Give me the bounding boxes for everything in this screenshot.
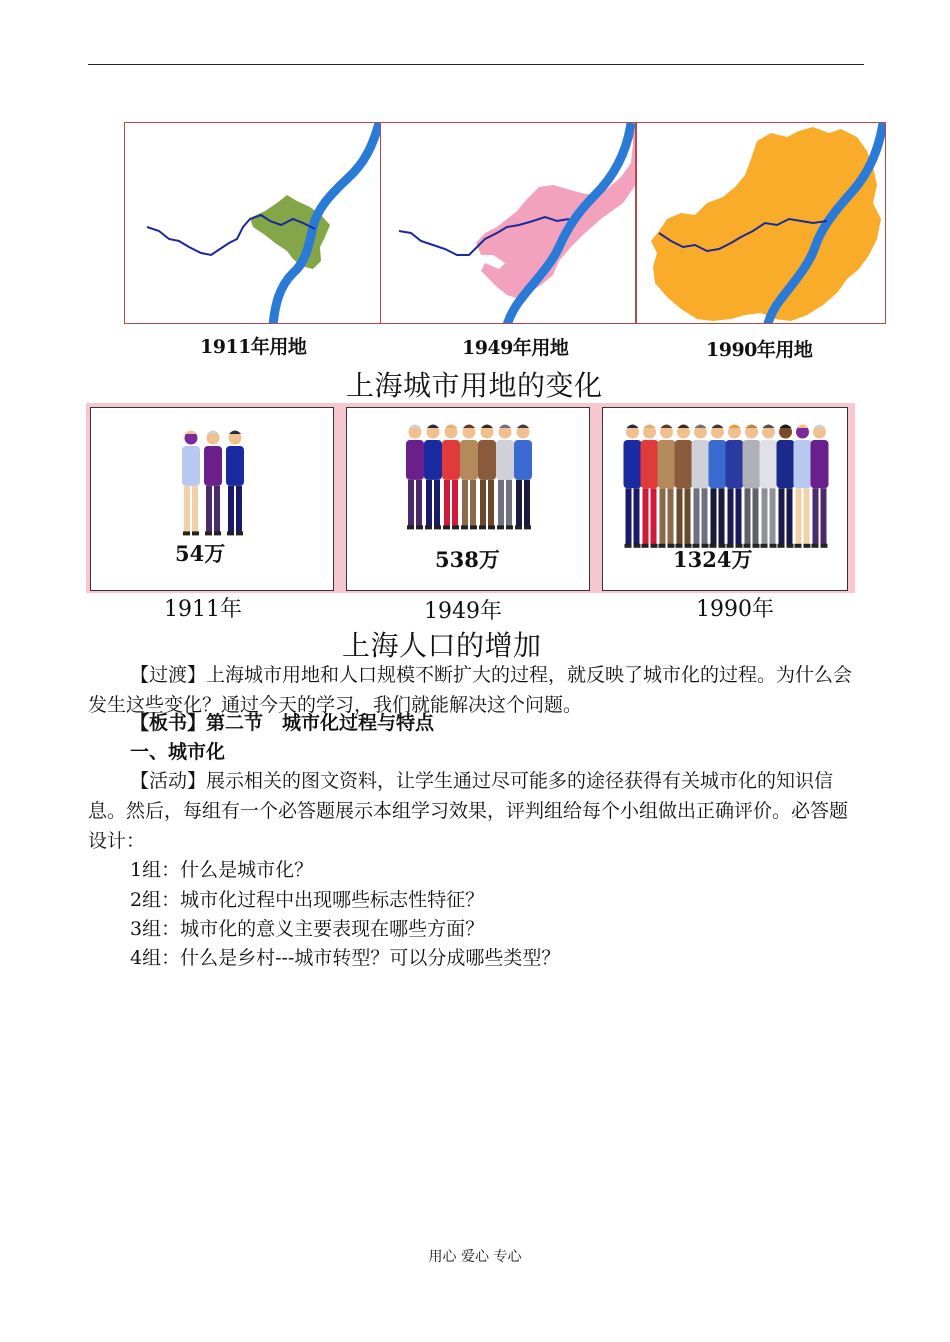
person-icon (658, 425, 676, 548)
person-icon (204, 431, 222, 536)
footer: 用心 爱心 专心 (428, 1249, 522, 1265)
person-icon (777, 425, 795, 548)
person-icon (460, 425, 478, 530)
person-icon (514, 425, 532, 530)
person-icon (641, 425, 659, 548)
person-icon (406, 425, 424, 530)
map-caption-1949: 1949年用地 (462, 337, 569, 359)
person-icon (709, 425, 727, 548)
population-title: 上海人口的增加 (342, 629, 542, 662)
map-caption-1990: 1990年用地 (706, 339, 813, 361)
person-icon (442, 425, 460, 530)
population-year-1911: 1911年 (164, 597, 242, 622)
question-2: 2组：城市化过程中出现哪些标志性特征？ (130, 889, 485, 911)
map-1949 (380, 122, 636, 324)
population-year-1949: 1949年 (424, 599, 502, 624)
person-icon (624, 425, 642, 548)
person-icon (496, 425, 514, 530)
person-icon (182, 431, 200, 536)
board-heading: 【板书】第二节 城市化过程与特点 (130, 712, 435, 734)
person-icon (811, 425, 829, 548)
population-panel-1990 (602, 407, 848, 591)
transition-paragraph: 【过渡】上海城市用地和人口规模不断扩大的过程，就反映了城市化的过程。为什么会发生这些变化？通过今天的学习，我们就能解决这个问题。 (88, 664, 853, 716)
person-icon (794, 425, 812, 548)
population-panel-1911 (90, 407, 334, 591)
person-icon (675, 425, 693, 548)
question-1: 1组：什么是城市化？ (130, 859, 314, 881)
person-icon (478, 425, 496, 530)
population-panel-1949 (346, 407, 590, 591)
map-1911 (124, 122, 382, 324)
urban-area-1949 (476, 123, 636, 299)
person-icon (424, 425, 442, 530)
section-heading: 一、城市化 (130, 741, 226, 763)
person-icon (692, 425, 710, 548)
question-4: 4组：什么是乡村---城市转型？可以分成哪些类型？ (130, 947, 561, 969)
map-1990 (636, 122, 886, 324)
population-value-1911: 54万 (175, 541, 226, 566)
activity-paragraph: 【活动】展示相关的图文资料，让学生通过尽可能多的途径获得有关城市化的知识信息。然后，每组有一个必答题展示本组学习效果，评判组给每个小组做出正确评价。必答题设计： (88, 770, 849, 852)
question-3: 3组：城市化的意义主要表现在哪些方面？ (130, 918, 485, 940)
population-year-1990: 1990年 (696, 597, 774, 622)
header-rule (88, 64, 864, 65)
population-value-1949: 538万 (435, 547, 500, 572)
person-icon (760, 425, 778, 548)
person-icon (743, 425, 761, 548)
person-icon (726, 425, 744, 548)
population-value-1990: 1324万 (673, 547, 753, 572)
person-icon (226, 431, 244, 536)
land-use-title: 上海城市用地的变化 (346, 369, 603, 402)
map-caption-1911: 1911年用地 (200, 336, 307, 358)
